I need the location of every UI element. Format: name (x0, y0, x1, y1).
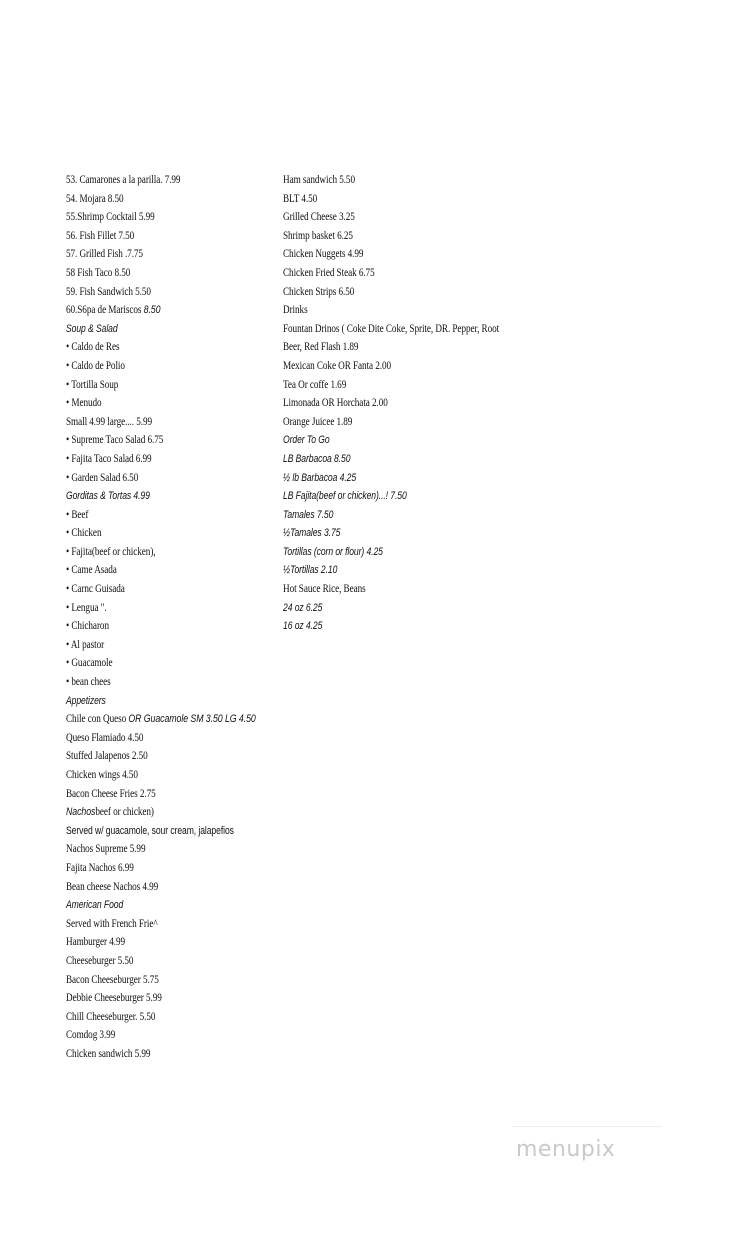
menupix-watermark: menupix (516, 1137, 616, 1162)
menu-line (283, 450, 455, 469)
menu-line-text: • Carnc Guisada (66, 583, 125, 596)
menu-line-text: 16 oz 4.25 (283, 620, 323, 633)
menu-line-text: Bean cheese Nachos 4.99 (66, 880, 159, 893)
menu-line (66, 766, 234, 785)
menu-line (283, 338, 459, 357)
menu-line-text: 55.Shrimp Cocktail 5.99 (66, 211, 155, 224)
menu-line-text: • Came Asada (66, 564, 117, 577)
menu-line-text: Queso Flamiado 4.50 (66, 731, 144, 744)
menu-line (66, 933, 234, 952)
menu-line (283, 561, 455, 580)
menu-line (66, 896, 230, 915)
menu-line (66, 747, 234, 766)
menu-line (283, 376, 459, 395)
menu-line-text: LB Fajita(beef or chicken)...! 7.50 (283, 490, 407, 503)
menu-line (66, 654, 234, 673)
menu-line (283, 431, 455, 450)
menu-line-text: • Supreme Taco Salad 6.75 (66, 434, 164, 447)
menu-line-text: • Tortilla Soup (66, 378, 119, 391)
menu-line (283, 617, 455, 636)
menu-line (283, 171, 459, 190)
menu-line-text: 60.S6pa de Mariscos (66, 304, 142, 317)
menu-line (66, 338, 234, 357)
menu-line (66, 171, 234, 190)
menu-line (66, 878, 234, 897)
menu-line (66, 1026, 234, 1045)
menu-line (66, 450, 234, 469)
menu-line-text: Comdog 3.99 (66, 1029, 116, 1042)
menu-line (66, 989, 234, 1008)
menu-line-text: 53. Camarones a la parilla. 7.99 (66, 174, 181, 186)
menu-line (283, 301, 459, 320)
menu-line-text: Drinks (283, 304, 308, 317)
menu-line-text: ½Tortillas 2.10 (283, 564, 338, 577)
menu-line-text: Served w/ guacamole, sour cream, jalapefios (66, 824, 234, 837)
menu-line (66, 580, 234, 599)
menu-line (66, 859, 234, 878)
menu-line-text: Gorditas & Tortas 4.99 (66, 490, 150, 503)
menu-line (66, 208, 234, 227)
menu-line-text: 59. Fish Sandwich 5.50 (66, 285, 151, 298)
menu-line-text: • bean chees (66, 676, 111, 689)
menu-line (66, 617, 234, 636)
menu-line-text: Mexican Coke OR Fanta 2.00 (283, 359, 392, 372)
menu-line-text: Appetizers (66, 694, 106, 707)
menu-line (66, 469, 234, 488)
menu-line (66, 413, 234, 432)
menu-line (66, 283, 234, 302)
menu-line (283, 357, 459, 376)
menu-line (66, 636, 234, 655)
menu-line-text: Order To Go (283, 434, 330, 447)
menu-line-text: Chicken Nuggets 4.99 (283, 248, 364, 261)
menu-line (66, 301, 234, 320)
watermark-rule (512, 1126, 662, 1127)
menu-line-text: 58 Fish Taco 8.50 (66, 266, 131, 279)
menu-line-text: Chicken sandwich 5.99 (66, 1047, 151, 1060)
menu-line-text: • Guacamole (66, 657, 113, 670)
menu-line-text: Tamales 7.50 (283, 508, 334, 521)
menu-line-text: • Al pastor (66, 638, 105, 651)
menu-line-text: • Caldo de Res (66, 341, 120, 354)
menu-line-text: Chicken Fried Steak 6.75 (283, 266, 375, 279)
menu-line-text: Chile con Queso (66, 713, 127, 726)
menu-line (66, 543, 234, 562)
menu-line (283, 320, 500, 339)
menu-line (66, 971, 234, 990)
menu-line-italic: 8.50 (143, 304, 161, 317)
menu-line-text: Limonada OR Horchata 2.00 (283, 397, 388, 410)
menu-line (66, 487, 230, 506)
menu-line (283, 283, 459, 302)
menu-line-text: Beer, Red Flash 1.89 (283, 341, 359, 354)
menu-line-text: LB Barbacoa 8.50 (283, 452, 351, 465)
menu-line (66, 599, 234, 618)
menu-line (283, 413, 459, 432)
menu-line-text: Cheeseburger 5.50 (66, 954, 134, 967)
menu-line (66, 692, 230, 711)
menu-line-text: 56. Fish Fillet 7.50 (66, 229, 135, 242)
menu-line-text: • Fajita Taco Salad 6.99 (66, 452, 152, 465)
menu-line (283, 394, 459, 413)
menu-line (283, 580, 459, 599)
menu-line (66, 376, 234, 395)
menu-line-text: • Fajita(beef or chicken), (66, 545, 156, 558)
menu-line (66, 320, 230, 339)
menu-line-text: 57. Grilled Fish .7.75 (66, 248, 143, 261)
menu-line-text: • Chicken (66, 527, 102, 540)
menu-line-text: Chill Cheeseburger. 5.50 (66, 1010, 156, 1023)
menu-column-left (66, 171, 276, 1064)
menu-line (66, 673, 234, 692)
menu-line (66, 1008, 234, 1027)
menu-line-text: 54. Mojara 8.50 (66, 192, 124, 205)
menu-line-text: Chicken Strips 6.50 (283, 285, 355, 298)
menu-line (66, 245, 234, 264)
menu-line (283, 227, 459, 246)
menu-line (66, 915, 234, 934)
menu-line-text: ½Tamales 3.75 (283, 527, 341, 540)
menu-line (66, 803, 234, 822)
menu-line (66, 357, 234, 376)
menu-line-text: • Chicharon (66, 620, 109, 633)
menu-line-text: Tortillas (corn or flour) 4.25 (283, 545, 383, 558)
menu-line-text: Hamburger 4.99 (66, 936, 126, 949)
menu-line-text: Ham sandwich 5.50 (283, 174, 355, 186)
menu-line (283, 264, 459, 283)
menu-line-text: Hot Sauce Rice, Beans (283, 583, 366, 596)
menu-line-text: Tea Or coffe 1.69 (283, 378, 347, 391)
menu-line-text: Small 4.99 large.... 5.99 (66, 415, 152, 428)
menu-line-text: Chicken wings 4.50 (66, 769, 138, 781)
menu-line (283, 506, 455, 525)
menu-line-italic: OR Guacamole SM 3.50 LG 4.50 (128, 713, 256, 726)
menu-line (66, 822, 234, 841)
menu-line-text: • Lengua ". (66, 601, 107, 614)
menu-line-text: • Menudo (66, 397, 102, 410)
menu-line-text: Grilled Cheese 3.25 (283, 211, 355, 224)
menu-line (66, 1045, 234, 1064)
menu-line (66, 190, 234, 209)
menu-line (66, 561, 234, 580)
menu-line-text: 24 oz 6.25 (283, 601, 323, 614)
menu-line (283, 599, 455, 618)
menu-line (283, 245, 459, 264)
menu-line-text: • Garden Salad 6.50 (66, 471, 139, 484)
menu-line-tail: beef or chicken) (95, 806, 154, 819)
menu-line-text: Soup & Salad (66, 322, 118, 335)
menu-line (66, 785, 234, 804)
menu-line-text: Bacon Cheese Fries 2.75 (66, 787, 156, 800)
menu-line (283, 208, 459, 227)
menu-line-text: BLT 4.50 (283, 192, 318, 205)
menu-line-text: ½ lb Barbacoa 4.25 (283, 471, 357, 484)
menu-line-text: American Food (66, 899, 124, 912)
menu-line (283, 543, 455, 562)
menu-line (66, 431, 234, 450)
menu-line-text: Debbie Cheeseburger 5.99 (66, 992, 162, 1005)
menu-line-italic: Nachos (66, 806, 96, 819)
menu-line (66, 227, 234, 246)
menu-line-text: Stuffed Jalapenos 2.50 (66, 750, 148, 763)
menu-line (283, 524, 455, 543)
menu-line-text: Fountan Drinos ( Coke Dite Coke, Sprite, DR. Pepper, Root (283, 322, 500, 335)
menu-line (66, 524, 234, 543)
menu-line-text: Orange Juicee 1.89 (283, 415, 353, 428)
menu-line (283, 190, 459, 209)
menu-line-text: Served with French Frie^ (66, 917, 158, 930)
menu-line (66, 840, 234, 859)
menu-line-text: • Caldo de Polio (66, 359, 125, 372)
menu-line (283, 469, 455, 488)
menu-line (66, 952, 234, 971)
menu-column-right (283, 171, 503, 636)
menu-line-text: Shrimp basket 6.25 (283, 229, 353, 242)
menu-line-text: Nachos Supreme 5.99 (66, 843, 146, 856)
menu-line (283, 487, 455, 506)
menu-line (66, 394, 234, 413)
menu-line (66, 710, 256, 729)
menu-line (66, 729, 234, 748)
menu-line-text: • Beef (66, 508, 89, 521)
menu-line-text: Fajita Nachos 6.99 (66, 861, 134, 874)
menu-line (66, 506, 234, 525)
menu-line-text: Bacon Cheeseburger 5.75 (66, 973, 159, 986)
menu-line (66, 264, 234, 283)
